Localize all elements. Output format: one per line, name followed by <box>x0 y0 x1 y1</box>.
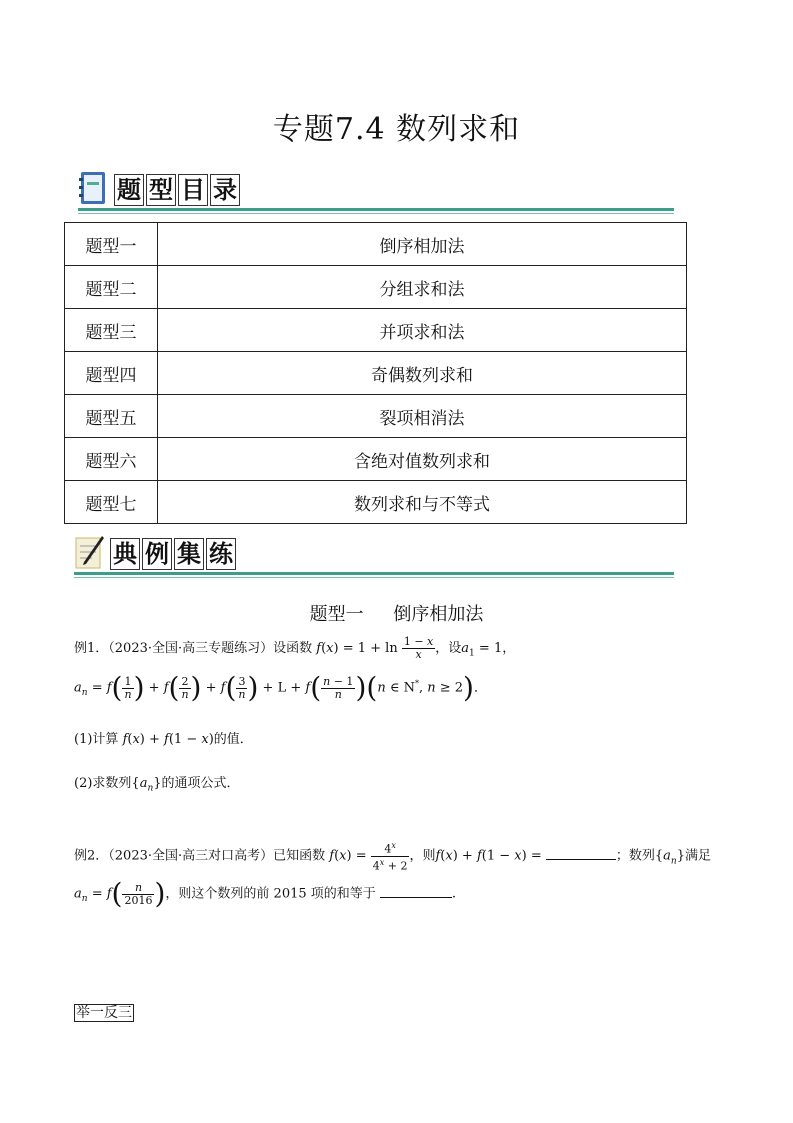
toc-name: 奇偶数列求和 <box>158 352 687 395</box>
heading-rule <box>74 572 674 575</box>
table-row <box>65 266 687 309</box>
toc-table <box>64 222 687 524</box>
toc-name: 含绝对值数列求和 <box>158 438 687 481</box>
answer-blank[interactable] <box>546 859 616 860</box>
table-row <box>65 395 687 438</box>
subheading-name: 倒序相加法 <box>393 604 484 625</box>
toc-type: 题型一 <box>65 223 158 266</box>
examples-section-heading <box>74 534 678 578</box>
table-row <box>65 223 687 266</box>
heading-char: 题 <box>114 174 144 206</box>
example2-seq-text: ；数列 <box>615 848 655 864</box>
example1-label: 例1．（2023·全国·高三专题练习）设函数 <box>74 641 313 656</box>
heading-char: 集 <box>174 538 204 570</box>
subheading <box>0 600 793 626</box>
heading-char: 典 <box>110 538 140 570</box>
example2-line2: $a_n = f$( $\frac{n}{2016}$ )，则这个数列的前 2015 项的和等于 . <box>74 877 457 910</box>
toc-type: 题型五 <box>65 395 158 438</box>
example2-then-text: ，则 <box>409 848 436 864</box>
pencil-note-icon <box>74 534 104 570</box>
subheading-type: 题型一 <box>309 604 364 625</box>
answer-blank[interactable] <box>380 897 452 898</box>
example1-part1: (1)计算 f(x) + f(1 − x)的值． <box>74 732 253 747</box>
example1-line1: 例1．（2023·全国·高三专题练习）设函数 f(x) = 1 + ln $\frac{1 - x}{x}$ ，设$a_1 = 1$， <box>74 635 516 661</box>
toc-name: 数列求和与不等式 <box>158 481 687 524</box>
toc-type: 题型四 <box>65 352 158 395</box>
table-row <box>65 481 687 524</box>
example1-part2: (2)求数列$\{a_n\}$的通项公式． <box>74 776 240 794</box>
example2-satisfy-text: 满足 <box>684 848 711 864</box>
example1-part2-end: 的通项公式． <box>161 776 240 791</box>
review-tag <box>74 1002 134 1022</box>
heading-char: 例 <box>142 538 172 570</box>
example1-part1-end: 的值． <box>213 732 253 747</box>
example1-part1-text: (1)计算 <box>74 732 119 747</box>
page-title: 专题7.4 数列求和 <box>272 112 521 147</box>
toc-type: 题型七 <box>65 481 158 524</box>
example2-label: 例2．（2023·全国·高三对口高考）已知函数 <box>74 848 326 864</box>
toc-name: 倒序相加法 <box>158 223 687 266</box>
toc-type: 题型二 <box>65 266 158 309</box>
toc-type: 题型三 <box>65 309 158 352</box>
heading-rule <box>78 208 674 211</box>
table-row <box>65 438 687 481</box>
heading-char: 练 <box>206 538 236 570</box>
example1-set-text: ，设 <box>435 641 462 656</box>
heading-rule-thin <box>74 577 674 578</box>
review-tag-text: 举一反三 <box>76 1005 132 1021</box>
toc-section-heading <box>78 170 678 214</box>
example1-part2-text: (2)求数列 <box>74 776 132 791</box>
heading-char: 录 <box>210 174 240 206</box>
heading-char: 型 <box>146 174 176 206</box>
toc-type: 题型六 <box>65 438 158 481</box>
example2-line1: 例2．（2023·全国·高三对口高考）已知函数 f(x) = $\frac{4^x}{4^x + 2}$ ，则f(x) + f(1 − x) = ；数列$\{a_n\}$满足 <box>74 841 711 873</box>
table-row <box>65 352 687 395</box>
heading-char: 目 <box>178 174 208 206</box>
heading-rule-thin <box>78 213 674 214</box>
notebook-icon <box>78 170 108 206</box>
toc-name: 裂项相消法 <box>158 395 687 438</box>
example2-tail-text: ，则这个数列的前 2015 项的和等于 <box>165 886 376 902</box>
example1-formula: $a_n = f$( $\frac{1}{n}$ ) + f( $\frac{2}{n}$ ) + f( $\frac{3}{n}$ ) + L + f( $\frac{n - 1}{n}$ )(n ∈ N*, n ≥ 2)． <box>74 671 487 704</box>
toc-name: 分组求和法 <box>158 266 687 309</box>
table-row <box>65 309 687 352</box>
toc-name: 并项求和法 <box>158 309 687 352</box>
